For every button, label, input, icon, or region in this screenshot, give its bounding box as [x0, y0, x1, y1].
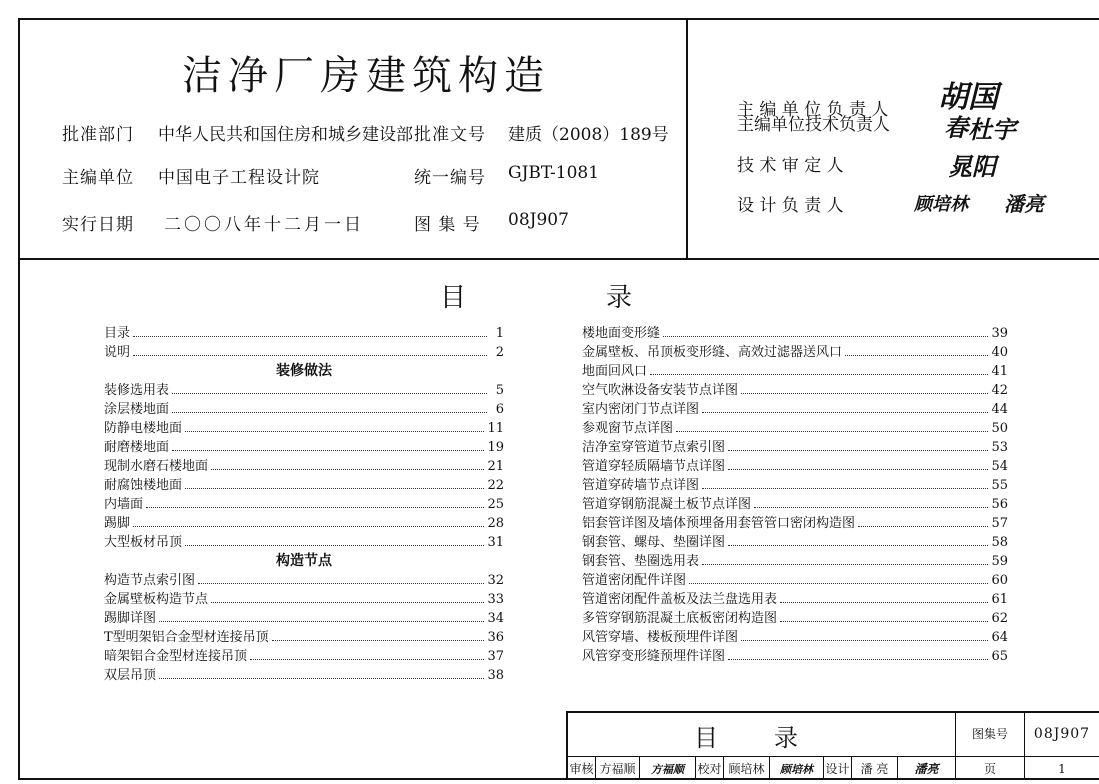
toc-entry: [582, 645, 1008, 664]
toc-entry-title: 管道穿轻质隔墙节点详图: [582, 459, 726, 474]
toc-entry-page: 36: [487, 630, 504, 645]
toc-leader-dots: [211, 469, 484, 470]
toc-entry-title: 洁净室穿管道节点索引图: [582, 440, 726, 455]
toc-entry-title: 踢脚: [104, 516, 131, 531]
resp-tech-label: 主编单位技术负责人: [737, 115, 890, 135]
toc-entry-page: 50: [991, 421, 1008, 436]
toc-entry-title: 金属壁板、吊顶板变形缝、高效过滤器送风口: [582, 345, 843, 360]
toc-leader-dots: [272, 640, 485, 641]
toc-entry-title: 铝套管详图及墙体预埋备用套管管口密闭构造图: [582, 516, 856, 531]
toc-entry-title: 多管穿钢筋混凝土底板密闭构造图: [582, 611, 778, 626]
toc-entry: [104, 474, 504, 493]
toc-entry: [582, 341, 1008, 360]
title-block: [566, 711, 1099, 780]
toc-right-column: [582, 322, 1008, 664]
title-block-title-right: 录: [774, 723, 798, 752]
toc-leader-dots: [663, 336, 988, 337]
toc-entry-page: 62: [991, 611, 1008, 626]
toc-section-heading: 装修做法: [276, 363, 332, 379]
toc-entry: [104, 645, 504, 664]
toc-leader-dots: [146, 507, 484, 508]
toc-entry: [582, 417, 1008, 436]
toc-entry-page: 65: [991, 649, 1008, 664]
toc-leader-dots: [728, 545, 988, 546]
toc-entry-page: 61: [991, 592, 1008, 607]
toc-entry-page: 28: [487, 516, 504, 531]
design-label: 设计: [824, 757, 852, 780]
serial-label: 统一编号: [414, 168, 486, 188]
resp-chief-unit-label: 主 编 单 位 负 责 人: [737, 100, 889, 120]
toc-entry-page: 40: [991, 345, 1008, 360]
toc-leader-dots: [133, 526, 484, 527]
toc-entry: [104, 322, 504, 341]
toc-leader-dots: [845, 355, 988, 356]
toc-entry: [582, 474, 1008, 493]
toc-leader-dots: [728, 659, 988, 660]
toc-leader-dots: [185, 545, 484, 546]
toc-entry: [104, 569, 504, 588]
toc-entry: [104, 436, 504, 455]
toc-entry: [582, 493, 1008, 512]
toc-entry: [104, 417, 504, 436]
toc-entry: [104, 455, 504, 474]
toc-entry: [582, 550, 1008, 569]
toc-leader-dots: [780, 621, 988, 622]
toc-entry-page: 58: [991, 535, 1008, 550]
toc-entry-page: 33: [487, 592, 504, 607]
review-name: 方福顺: [596, 757, 640, 780]
header-divider: [18, 258, 1099, 260]
editor-value: 中国电子工程设计院: [158, 168, 320, 188]
toc-heading-left: 目: [440, 283, 467, 313]
toc-entry-page: 55: [991, 478, 1008, 493]
page-value: 1: [1058, 761, 1066, 776]
toc-entry-page: 53: [991, 440, 1008, 455]
title-block-title-left: 目: [694, 723, 718, 752]
toc-entry-title: 防静电楼地面: [104, 421, 183, 436]
toc-entry-page: 42: [991, 383, 1008, 398]
toc-leader-dots: [185, 488, 484, 489]
toc-leader-dots: [728, 469, 988, 470]
toc-leader-dots: [780, 602, 988, 603]
toc-entry-title: 管道穿砖墙节点详图: [582, 478, 700, 493]
toc-leader-dots: [858, 526, 988, 527]
toc-entry: [582, 398, 1008, 417]
toc-entry-page: 22: [487, 478, 504, 493]
toc-entry: [582, 322, 1008, 341]
atlas-title: 洁净厂房建筑构造: [182, 53, 550, 99]
toc-leader-dots: [185, 431, 484, 432]
toc-entry-title: 装修选用表: [104, 383, 170, 398]
toc-entry: [104, 626, 504, 645]
toc-entry-page: 56: [991, 497, 1008, 512]
toc-leader-dots: [702, 412, 988, 413]
toc-entry-page: 1: [495, 326, 504, 341]
resp-review-label: 技 术 审 定 人: [737, 156, 844, 176]
toc-entry-title: 说明: [104, 345, 131, 360]
toc-entry-title: 风管穿变形缝预埋件详图: [582, 649, 726, 664]
toc-entry: [582, 512, 1008, 531]
page-label: 页: [983, 762, 996, 776]
toc-entry-title: 楼地面变形缝: [582, 326, 661, 341]
toc-entry-page: 34: [487, 611, 504, 626]
toc-entry: [104, 493, 504, 512]
approve-dept-label: 批准部门: [62, 125, 134, 145]
toc-leader-dots: [650, 374, 988, 375]
title-block-atlas-label: 图集号: [971, 727, 1008, 741]
toc-entry: [582, 436, 1008, 455]
toc-leader-dots: [250, 659, 484, 660]
review-label: 审核: [568, 757, 596, 780]
toc-entry: [582, 455, 1008, 474]
toc-entry-page: 21: [487, 459, 504, 474]
toc-leader-dots: [172, 393, 487, 394]
toc-entry-title: 双层吊顶: [104, 668, 157, 683]
toc-entry-title: 金属壁板构造节点: [104, 592, 209, 607]
toc-entry: [104, 531, 504, 550]
atlas-no-label: 图 集 号: [414, 215, 481, 235]
toc-entry: [582, 379, 1008, 398]
toc-entry-page: 39: [991, 326, 1008, 341]
toc-leader-dots: [159, 621, 484, 622]
toc-entry-title: 现制水磨石楼地面: [104, 459, 209, 474]
date-label: 实行日期: [62, 215, 134, 235]
review-signature: 方福顺: [640, 757, 696, 780]
toc-leader-dots: [133, 355, 487, 356]
toc-entry-page: 25: [487, 497, 504, 512]
editor-label: 主编单位: [62, 168, 134, 188]
approve-no-value: 建质（2008）189号: [508, 125, 669, 145]
toc-entry: [104, 588, 504, 607]
serial-value: GJBT-1081: [508, 163, 600, 183]
toc-entry-title: 风管穿墙、楼板预埋件详图: [582, 630, 739, 645]
toc-entry: [104, 341, 504, 360]
toc-entry-page: 5: [495, 383, 504, 398]
toc-entry-page: 6: [495, 402, 504, 417]
toc-entry: [104, 664, 504, 683]
toc-entry-page: 37: [487, 649, 504, 664]
toc-entry-page: 32: [487, 573, 504, 588]
atlas-no-value: 08J907: [508, 210, 569, 230]
toc-entry-page: 38: [487, 668, 504, 683]
toc-leader-dots: [754, 507, 988, 508]
toc-entry-title: 管道密闭配件盖板及法兰盘选用表: [582, 592, 778, 607]
toc-entry-page: 60: [991, 573, 1008, 588]
toc-entry: [582, 607, 1008, 626]
toc-leader-dots: [702, 564, 988, 565]
toc-entry-title: 管道密闭配件详图: [582, 573, 687, 588]
toc-entry-title: 构造节点索引图: [104, 573, 196, 588]
resp-design-signature-1: 顾培林: [914, 194, 968, 215]
toc-entry-title: 钢套管、螺母、垫圈详图: [582, 535, 726, 550]
toc-entry-page: 31: [487, 535, 504, 550]
toc-section-heading: 构造节点: [276, 553, 332, 569]
toc-leader-dots: [159, 678, 484, 679]
header-vertical-divider: [686, 18, 688, 259]
resp-chief-unit-signature-2: 春: [944, 113, 968, 142]
toc-entry-page: 59: [991, 554, 1008, 569]
toc-entry-title: 管道穿钢筋混凝土板节点详图: [582, 497, 752, 512]
toc-leader-dots: [741, 640, 988, 641]
resp-design-signature-2: 潘亮: [1004, 192, 1044, 216]
toc-leader-dots: [689, 583, 988, 584]
toc-entry-title: 室内密闭门节点详图: [582, 402, 700, 417]
toc-entry-title: 暗架铝合金型材连接吊顶: [104, 649, 248, 664]
toc-entry: [104, 607, 504, 626]
toc-leader-dots: [211, 602, 484, 603]
toc-entry-title: 地面回风口: [582, 364, 648, 379]
toc-entry-title: T型明架铝合金型材连接吊顶: [104, 630, 269, 645]
approve-no-label: 批准文号: [414, 125, 486, 145]
toc-entry-title: 目录: [104, 326, 131, 341]
date-value: 二〇〇八年十二月一日: [164, 215, 364, 235]
toc-leader-dots: [172, 412, 487, 413]
toc-entry: [104, 398, 504, 417]
toc-entry: [582, 569, 1008, 588]
toc-entry: [582, 531, 1008, 550]
toc-entry-page: 2: [495, 345, 504, 360]
toc-left-column: [104, 322, 504, 683]
design-signature: 潘亮: [914, 762, 939, 776]
resp-review-signature: 晁阳: [948, 152, 996, 181]
resp-chief-unit-signature: 胡国: [938, 80, 998, 115]
toc-entry-title: 空气吹淋设备安装节点详图: [582, 383, 739, 398]
toc-entry-page: 44: [991, 402, 1008, 417]
toc-entry-title: 大型板材吊顶: [104, 535, 183, 550]
check-name: 顾培林: [724, 757, 770, 780]
design-name: 潘 亮: [852, 757, 898, 780]
approve-dept-value: 中华人民共和国住房和城乡建设部: [158, 125, 413, 145]
toc-entry-title: 钢套管、垫圈选用表: [582, 554, 700, 569]
toc-entry-page: 19: [487, 440, 504, 455]
toc-leader-dots: [676, 431, 988, 432]
toc-entry-page: 64: [991, 630, 1008, 645]
toc-entry-page: 41: [991, 364, 1008, 379]
resp-tech-signature: 杜宇: [968, 115, 1016, 144]
toc-entry: [104, 512, 504, 531]
resp-design-label: 设 计 负 责 人: [737, 196, 844, 216]
toc-leader-dots: [198, 583, 484, 584]
toc-entry-title: 耐腐蚀楼地面: [104, 478, 183, 493]
check-label: 校对: [696, 757, 724, 780]
toc-entry: [582, 626, 1008, 645]
toc-entry-title: 耐磨楼地面: [104, 440, 170, 455]
toc-leader-dots: [133, 336, 487, 337]
toc-heading-right: 录: [606, 283, 633, 313]
check-signature: 顾培林: [770, 757, 824, 780]
toc-entry-title: 参观窗节点详图: [582, 421, 674, 436]
toc-leader-dots: [728, 450, 988, 451]
toc-entry-title: 涂层楼地面: [104, 402, 170, 417]
toc-entry-page: 11: [487, 421, 504, 436]
toc-entry-page: 54: [991, 459, 1008, 474]
toc-leader-dots: [702, 488, 988, 489]
toc-entry: [104, 379, 504, 398]
toc-entry: [582, 588, 1008, 607]
toc-entry-page: 57: [991, 516, 1008, 531]
toc-entry-title: 踢脚详图: [104, 611, 157, 626]
toc-entry: [582, 360, 1008, 379]
title-block-atlas-value: 08J907: [1033, 725, 1091, 742]
toc-leader-dots: [741, 393, 988, 394]
toc-leader-dots: [172, 450, 484, 451]
toc-entry-title: 内墙面: [104, 497, 144, 512]
